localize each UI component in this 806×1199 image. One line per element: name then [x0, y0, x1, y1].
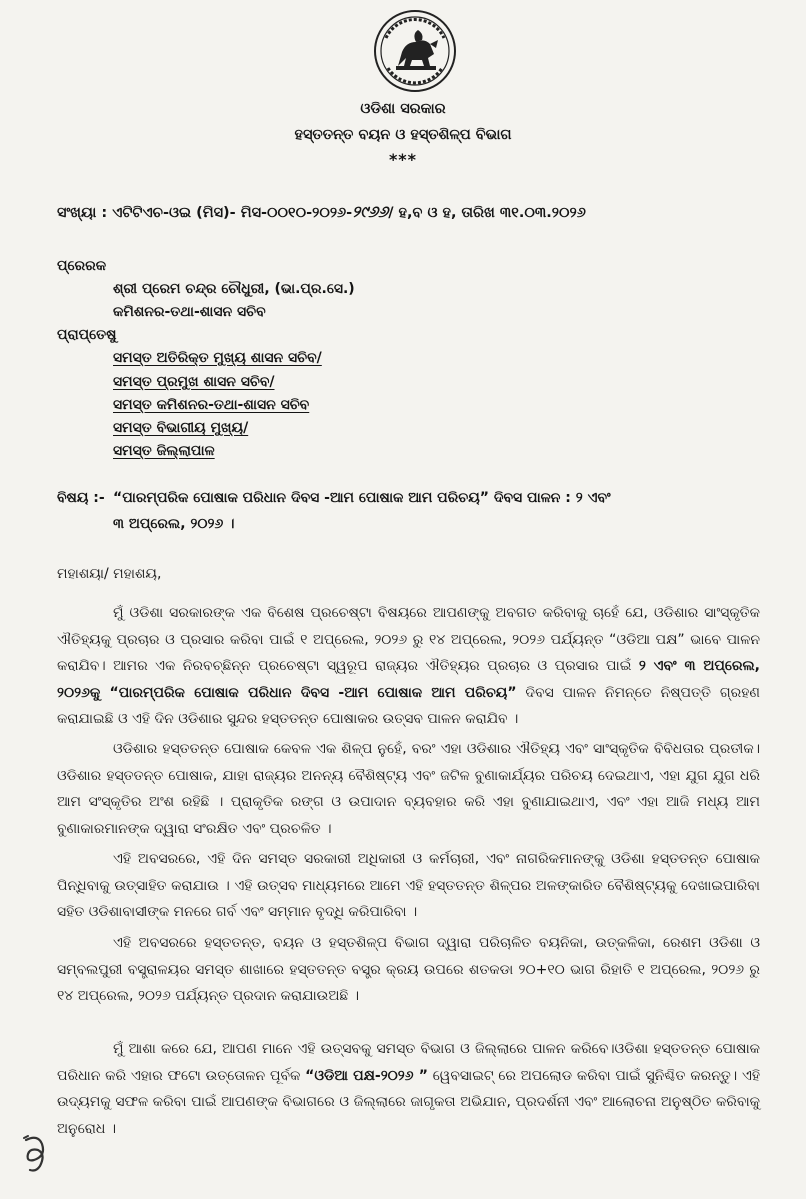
reference-prefix: ସଂଖ୍ୟା : ଏଟିଟିଏଚ-ଓଇ (ମିସ)- ମିସ-୦୦୧୦-୨୦୨୬- — [57, 205, 353, 221]
reference-suffix: / ହ,ବ ଓ ହ, ତାରିଖ ୩୧.୦୩.୨୦୨୬ — [388, 205, 586, 221]
odisha-emblem-icon — [372, 8, 458, 94]
header-stars: *** — [388, 150, 418, 169]
body-p3-text: ଏହି ଅବସରରେ, ଏହି ଦିନ ସମସ୍ତ ସରକାରୀ ଅଧିକାରୀ ଓ କର୍ମଚାରୀ, ଏବଂ ନାଗରିକମାନଙ୍କୁ ଓଡିଶା ହସ୍ତତନ୍ତ ପୋଷାକ ପିନ୍ଧିବାକୁ ଉତ୍ସାହିତ କରାଯାଉ । ଏହି ଉତ୍ସବ ମାଧ୍ୟମରେ ଆମେ ଏହି ହସ୍ତତନ୍ତ ଶିଳ୍ପର ଅଳଙ୍କାରିତ ବୈଶିଷ୍ଟ୍ୟକୁ ଦେଖାଇପାରିବା ସହିତ ଓଡିଶାବାସୀଙ୍କ ମନରେ ଗର୍ବ ଏବଂ ସମ୍ମାନ ବୃଦ୍ଧି କରିପାରିବା । — [57, 851, 760, 920]
recipient-item: ସମସ୍ତ ବିଭାଗୀୟ ମୁଖ୍ୟ/ — [113, 420, 249, 436]
recipient-item: ସମସ୍ତ ଜିଲ୍ଲାପାଳ — [113, 443, 215, 459]
government-name: ଓଡିଶା ସରକାର — [360, 101, 446, 117]
body-p4-text: ଏହି ଅବସରରେ ହସ୍ତତନ୍ତ, ବୟନ ଓ ହସ୍ତଶିଳ୍ପ ବିଭାଗ ଦ୍ୱାରା ପରିଚାଳିତ ବୟନିକା, ଉତ୍କଳିକା, ରେଶମ ଓଡିଶା ଓ ସମ୍ବଲପୁରୀ ବସ୍ତ୍ରାଳୟର ସମସ୍ତ ଶାଖାରେ ହସ୍ତତନ୍ତ ବସ୍ତ୍ର କ୍ରୟ ଉପରେ ଶତକଡା ୨୦+୧୦ ଭାଗ ରିହାତି ୧ ଅପ୍ରେଲ, ୨୦୨୬ ରୁ ୧୪ ଅପ୍ରେଲ, ୨୦୨୬ ପର୍ଯ୍ୟନ୍ତ ପ୍ରଦାନ କରାଯାଉଅଛି । — [57, 935, 760, 1004]
body-paragraph-1 — [57, 600, 760, 733]
subject-line-2: ୩ ଅପ୍ରେଲ, ୨୦୨୬ । — [113, 516, 235, 532]
body-p2-text: ଓଡିଶାର ହସ୍ତତନ୍ତ ପୋଷାକ କେବଳ ଏକ ଶିଳ୍ପ ନୁହେଁ, ବରଂ ଏହା ଓଡିଶାର ଐତିହ୍ୟ ଏବଂ ସାଂସ୍କୃତିକ ବିବିଧତାର ପ୍ରତୀକ। ଓଡିଶାର ହସ୍ତତନ୍ତ ପୋଷାକ, ଯାହା ରାଜ୍ୟର ଅନନ୍ୟ ବୈଶିଷ୍ଟ୍ୟ ଏବଂ ଜଟିଳ ବୁଣାକାର୍ଯ୍ୟର ପରିଚୟ ଦେଇଥାଏ, ଏହା ଯୁଗ ଯୁଗ ଧରି ଆମ ସଂସ୍କୃତିର ଅଂଶ ରହିଛି । ପ୍ରାକୃତିକ ରଙ୍ଗ ଓ ଉପାଦାନ ବ୍ୟବହାର କରି ଏହା ବୁଣାଯାଇଥାଏ, ଏବଂ ଏହା ଆଜି ମଧ୍ୟ ଆମ ବୁଣାକାରମାନଙ୍କ ଦ୍ୱାରା ସଂରକ୍ଷିତ ଏବଂ ପ୍ରଚଳିତ । — [57, 741, 760, 837]
signature-initial-icon — [20, 1130, 52, 1178]
body-paragraph-4 — [57, 930, 760, 1010]
recipient-item: ସମସ୍ତ ଅତିରିକ୍ତ ମୁଖ୍ୟ ଶାସନ ସଚିବ/ — [113, 350, 322, 366]
department-name: ହସ୍ତତନ୍ତ ବୟନ ଓ ହସ୍ତଶିଳ୍ପ ବିଭାଗ — [294, 127, 512, 143]
to-label: ପ୍ରାପ୍ତେଷୁ — [57, 327, 117, 343]
body-p1-text-b: ଦିବସ ପାଳନ ନିମନ୍ତେ ନିଷ୍ପତ୍ତି ଗ୍ରହଣ କରାଯାଇଛି ଓ ଏହି ଦିନ ଓଡିଶାର ସୁନ୍ଦର ହସ୍ତତନ୍ତ ପୋଷାକର ଉତ୍ସବ ପାଳନ କରାଯିବ । — [57, 684, 760, 727]
reference-number — [57, 202, 586, 222]
subject-line-1: “ପାରମ୍ପରିକ ପୋଷାକ ପରିଧାନ ଦିବସ -ଆମ ପୋଷାକ ଆମ ପରିଚୟ” ଦିବସ ପାଳନ : ୨ ଏବଂ — [113, 490, 611, 506]
salutation: ମହାଶୟା/ ମହାଶୟ, — [57, 566, 162, 582]
sender-designation: କମିଶନର-ତଥା-ଶାସନ ସଚିବ — [113, 304, 266, 320]
body-p5-text-a: ମୁଁ ଆଶା କରେ ଯେ, ଆପଣ ମାନେ ଏହି ଉତ୍ସବକୁ ସମସ୍ତ ବିଭାଗ ଓ ଜିଲ୍ଲାରେ ପାଳନ କରିବେ।ଓଡିଶା ହସ୍ତତନ୍ତ ପୋଷାକ ପରିଧାନ କରି ଏହାର ଫଟୋ ଉତ୍ତୋଳନ ପୂର୍ବକ — [57, 1041, 760, 1084]
body-paragraph-5 — [57, 1036, 760, 1142]
body-p1-bold: ୨ ଏବଂ ୩ ଅପ୍ରେଲ, ୨୦୨୬କୁ “ପାରମ୍ପରିକ ପୋଷାକ ପରିଧାନ ଦିବସ -ଆମ ପୋଷାକ ଆମ ପରିଚୟ” — [57, 658, 761, 701]
body-p1-text-a: ମୁଁ ଓଡିଶା ସରକାରଙ୍କ ଏକ ବିଶେଷ ପ୍ରଚେଷ୍ଟା ବିଷୟରେ ଆପଣଙ୍କୁ ଅବଗତ କରିବାକୁ ଚାହେଁ ଯେ, ଓଡିଶାର ସାଂସ୍କୃତିକ ଐତିହ୍ୟକୁ ପ୍ରଚାର ଓ ପ୍ରସାର କରିବା ପାଇଁ ୧ ଅପ୍ରେଲ, ୨୦୨୬ ରୁ ୧୪ ଅପ୍ରେଲ, ୨୦୨୬ ପର୍ଯ୍ୟନ୍ତ “ଓଡିଆ ପକ୍ଷ” ଭାବେ ପାଳନ କରାଯିବ। ଆମର ଏକ ନିରବଚ୍ଛିନ୍ନ ପ୍ରଚେଷ୍ଟା ସ୍ୱରୂପ ରାଜ୍ୟର ଐତିହ୍ୟର ପ୍ରଚାର ଓ ପ୍ରସାର ପାଇଁ — [57, 605, 760, 674]
body-paragraph-3 — [57, 846, 760, 926]
subject-label: ବିଷୟ :- — [57, 490, 105, 506]
sender-name: ଶ୍ରୀ ପ୍ରେମ ଚନ୍ଦ୍ର ଚୌଧୁରୀ, (ଭା.ପ୍ର.ସେ.) — [113, 281, 355, 297]
from-label: ପ୍ରେରକ — [57, 258, 107, 274]
reference-handwritten-number: ୨୯୬୬ — [352, 202, 389, 221]
recipient-item: ସମସ୍ତ କମିଶନର-ତଥା-ଶାସନ ସଚିବ — [113, 397, 310, 413]
body-paragraph-2 — [57, 736, 760, 842]
body-p5-bold: “ଓଡିଆ ପକ୍ଷ-୨୦୨୬ ” — [305, 1067, 428, 1084]
recipient-item: ସମସ୍ତ ପ୍ରମୁଖ ଶାସନ ସଚିବ/ — [113, 374, 275, 390]
body-p5-text-b: ୱେବସାଇଟ୍ ରେ ଅପଲୋଡ କରିବା ପାଇଁ ସୁନିଶ୍ଚିତ କରନ୍ତୁ। ଏହି ଉଦ୍ୟମକୁ ସଫଳ କରିବା ପାଇଁ ଆପଣଙ୍କ ବିଭାଗରେ ଓ ଜିଲ୍ଲାରେ ଜାଗୃକତା ଅଭିଯାନ, ପ୍ରଦର୍ଶନୀ ଏବଂ ଆଲୋଚନା ଅନୁଷ୍ଠିତ କରିବାକୁ ଅନୁରୋଧ । — [57, 1067, 760, 1137]
